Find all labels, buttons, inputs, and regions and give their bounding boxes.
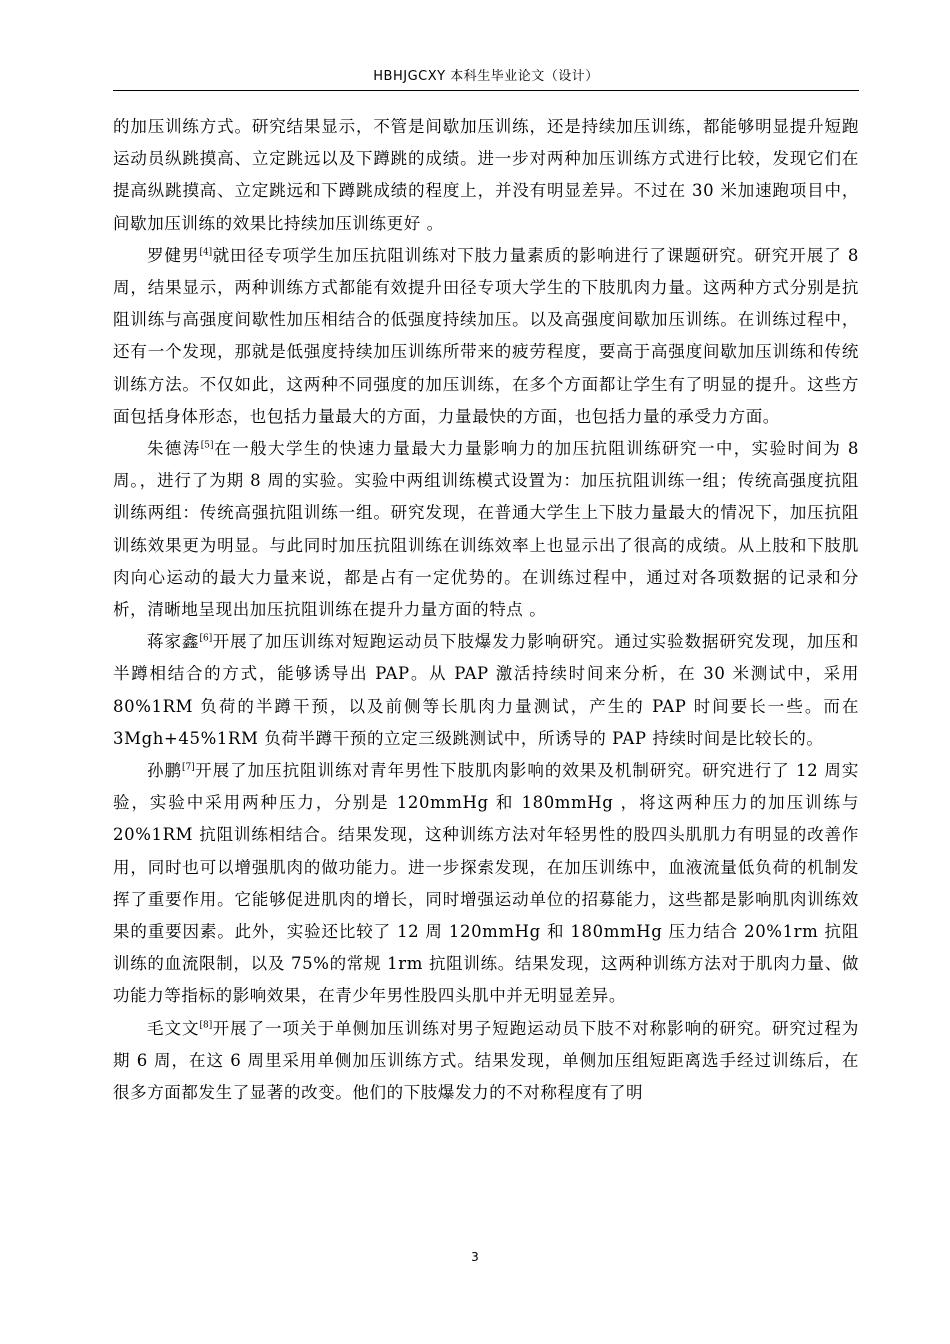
author-name: 蒋家鑫 xyxy=(147,632,200,652)
author-name: 罗健男 xyxy=(147,245,200,265)
citation-4: [4] xyxy=(199,247,213,258)
author-name: 毛文文 xyxy=(147,1018,200,1038)
author-name: 朱德涛 xyxy=(147,439,201,459)
paragraph-continued xyxy=(113,111,859,240)
header-title: HBHJGCXY 本科生毕业论文（设计） xyxy=(373,69,599,84)
paragraph-mao-wenwen xyxy=(113,1013,859,1110)
paragraph-text: 就田径专项学生加压抗阻训练对下肢力量素质的影响进行了课题研究。研究开展了 8 周，结果显示，两种训练方式都能有效提升田径专项大学生的下肢肌肉力量。这两种方式分别是抗阻训练与高强度间歇性加压相结合的低强度持续加压。以及高强度间歇加压训练。在训练过程中，还有一个发现，那就是低强度持续加压训练所带来的疲劳程度，要高于高强度间歇加压训练和传统训练方法。不仅如此，这两种不同强度的加压训练，在多个方面都让学生有了明显的提升。这些方面包括身体形态，也包括力量最大的方面，力量最快的方面，也包括力量的承受力方面。 xyxy=(113,245,859,426)
citation-5: [5] xyxy=(200,440,214,451)
paragraph-jiang-jiaxin xyxy=(113,626,859,755)
paragraph-zhu-detao xyxy=(113,433,859,626)
paragraph-text: 在一般大学生的快速力量最大力量影响力的加压抗阻训练研究一中，实验时间为 8 周。，进行了为期 8 周的实验。实验中两组训练模式设置为：加压抗阻训练一组；传统高强度抗阻训练两组：传统高强抗阻训练一组。研究发现，在普通大学生上下肢力量最大的情况下，加压抗阻训练效果更为明显。与此同时加压抗阻训练在训练效率上也显示出了很高的成绩。从上肢和下肢肌肉向心运动的最大力量来说，都是占有一定优势的。在训练过程中，通过对各项数据的记录和分析，清晰地呈现出加压抗阻训练在提升力量方面的特点 。 xyxy=(113,439,859,620)
paragraph-text: 开展了加压训练对短跑运动员下肢爆发力影响研究。通过实验数据研究发现，加压和半蹲相结合的方式，能够诱导出 PAP。从 PAP 激活持续时间来分析，在 30 米测试中，采用 80%1RM 负荷的半蹲干预，以及前侧等长肌肉力量测试，产生的 PAP 时间要长一些。而在 3Mgh+45%1RM 负荷半蹲干预的立定三级跳测试中，所诱导的 PAP 持续时间是比较长的。 xyxy=(113,632,859,748)
page-header xyxy=(113,66,859,91)
paragraph-sun-peng xyxy=(113,755,859,1013)
author-name: 孙鹏 xyxy=(147,761,182,781)
paragraph-luo-jiannan xyxy=(113,240,859,433)
page-number: 3 xyxy=(471,1250,479,1264)
paragraph-text: 的加压训练方式。研究结果显示，不管是间歇加压训练，还是持续加压训练，都能够明显提升短跑运动员纵跳摸高、立定跳远以及下蹲跳的成绩。进一步对两种加压训练方式进行比较，发现它们在提高纵跳摸高、立定跳远和下蹲跳成绩的程度上，并没有明显差异。不过在 30 米加速跑项目中，间歇加压训练的效果比持续加压训练更好 。 xyxy=(113,117,859,233)
paragraph-text: 开展了一项关于单侧加压训练对男子短跑运动员下肢不对称影响的研究。研究过程为期 6 周，在这 6 周里采用单侧加压训练方式。结果发现，单侧加压组短距离选手经过训练后，在很多方面都发生了显著的改变。他们的下肢爆发力的不对称程度有了明 xyxy=(113,1018,859,1103)
citation-6: [6] xyxy=(199,633,213,644)
document-body xyxy=(113,111,859,1109)
paragraph-text: 开展了加压抗阻训练对青年男性下肢肌肉影响的效果及机制研究。研究进行了 12 周实验，实验中采用两种压力，分别是 120mmHg 和 180mmHg ，将这两种压力的加压训练与 20%1RM 抗阻训练相结合。结果发现，这种训练方法对年轻男性的股四头肌肌力有明显的改善作用，同时也可以增强肌肉的做功能力。进一步探索发现，在加压训练中，血液流量低负荷的机制发挥了重要作用。它能够促进肌肉的增长，同时增强运动单位的招募能力，这些都是影响肌肉训练效果的重要因素。此外，实验还比较了 12 周 120mmHg 和 180mmHg 压力结合 20%1rm 抗阻训练的血流限制，以及 75%的常规 1rm 抗阻训练。结果发现，这两种训练方法对于肌肉力量、做功能力等指标的影响效果，在青少年男性股四头肌中并无明显差异。 xyxy=(113,761,859,1006)
citation-8: [8] xyxy=(199,1020,213,1031)
citation-7: [7] xyxy=(181,762,195,773)
